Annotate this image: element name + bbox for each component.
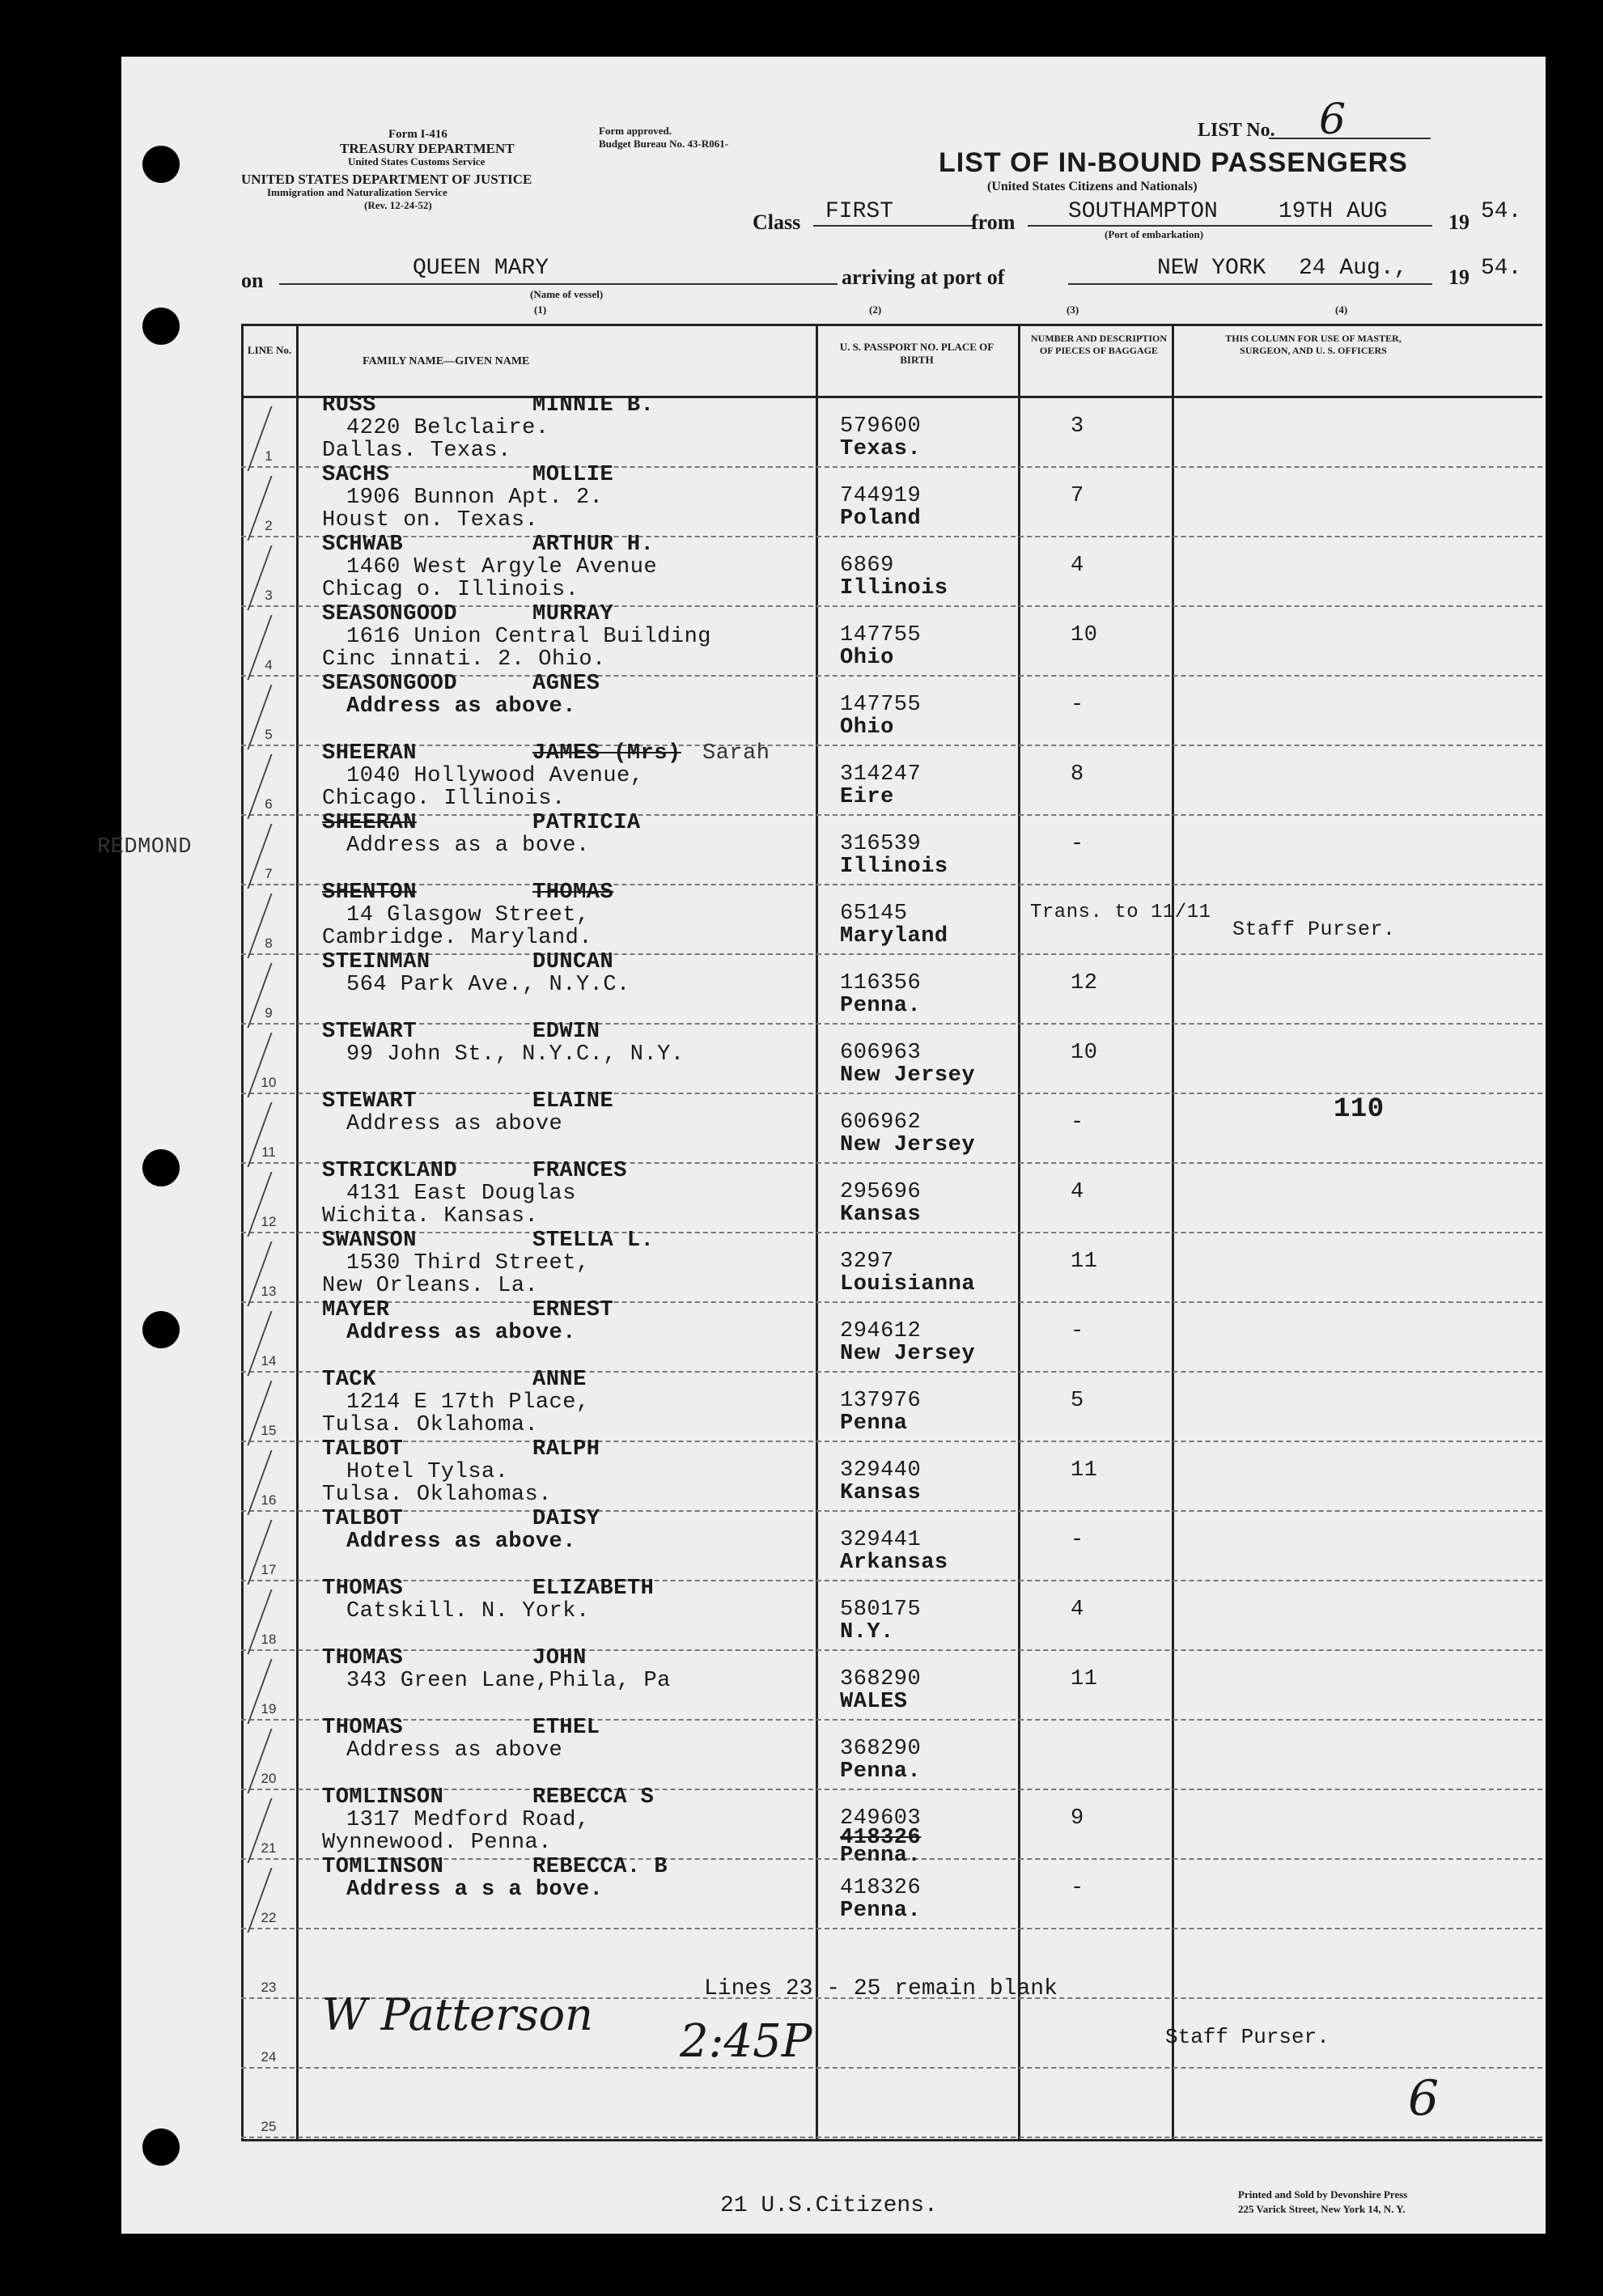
- given-name: FRANCES: [532, 1159, 627, 1183]
- revision: (Rev. 12-24-52): [364, 199, 432, 211]
- passport-number: 116356: [840, 971, 922, 995]
- line-number: 11: [261, 1144, 276, 1160]
- baggage-count: -: [1071, 693, 1084, 717]
- given-name: ETHEL: [532, 1716, 600, 1740]
- passport-number: 606962: [840, 1110, 922, 1135]
- address-line-1: 99 John St., N.Y.C., N.Y.: [346, 1042, 685, 1067]
- line-number: 14: [261, 1353, 277, 1369]
- vessel-name: QUEEN MARY: [413, 256, 549, 281]
- given-name-correction: Sarah: [702, 741, 770, 766]
- address-line-2: Dallas. Texas.: [322, 439, 511, 463]
- vessel-note: (Name of vessel): [530, 288, 604, 300]
- given-name: REBECCA. B: [532, 1855, 668, 1879]
- citizens-count: 21 U.S.Citizens.: [720, 2193, 938, 2218]
- given-name: MINNIE B.: [532, 393, 655, 418]
- from-line: [1028, 225, 1432, 227]
- header-line-no: LINE No.: [247, 344, 292, 356]
- passport-number: 579600: [840, 414, 922, 439]
- address-line-1: 564 Park Ave., N.Y.C.: [346, 973, 630, 997]
- table-row: [241, 1507, 1542, 1581]
- passport-number: 249603: [840, 1806, 922, 1831]
- passport-number: 418326: [840, 1876, 922, 1900]
- ins-service: Immigration and Naturalization Service: [267, 186, 447, 198]
- address-line-1: Address as above.: [346, 1321, 576, 1345]
- place-of-birth: N.Y.: [840, 1620, 894, 1645]
- baggage-count: 11: [1071, 1458, 1098, 1483]
- arrival-year-prefix: 19: [1448, 265, 1469, 289]
- table-row: [241, 1020, 1542, 1094]
- family-name: SHENTON: [322, 881, 417, 905]
- check-mark-icon: [247, 1729, 320, 1793]
- from-label: from: [971, 210, 1016, 234]
- line-number: 12: [261, 1214, 277, 1229]
- address-line-1: Catskill. N. York.: [346, 1599, 590, 1623]
- place-of-birth: Texas.: [840, 437, 922, 461]
- class-label: Class: [753, 210, 801, 234]
- baggage-count: 8: [1071, 762, 1084, 787]
- check-mark-icon: [247, 1520, 320, 1585]
- page-mark: 6: [1408, 2070, 1440, 2127]
- punch-hole: [142, 2128, 180, 2166]
- check-mark-icon: [247, 1589, 320, 1654]
- check-mark-icon: [247, 1241, 320, 1306]
- address-line-1: Hotel Tylsa.: [346, 1460, 509, 1484]
- family-name: SHEERAN: [322, 741, 417, 766]
- place-of-birth: Penna.: [840, 994, 922, 1018]
- customs-service: United States Customs Service: [348, 155, 486, 168]
- table-row: [241, 1855, 1542, 1929]
- handwritten-time: 2:45P: [680, 2015, 812, 2068]
- table-row: [241, 393, 1542, 468]
- baggage-count: -: [1071, 1319, 1084, 1343]
- given-name: DAISY: [532, 1507, 600, 1531]
- place-of-birth: Eire: [840, 785, 894, 809]
- place-of-birth: Louisianna: [840, 1272, 976, 1297]
- passport-number: 368290: [840, 1737, 922, 1761]
- check-mark-icon: [247, 1311, 320, 1376]
- signature-patterson: W Patterson: [322, 1989, 593, 2040]
- given-name: PATRICIA: [532, 811, 641, 835]
- passport-number: 329441: [840, 1528, 922, 1552]
- place-of-birth: Poland: [840, 507, 922, 531]
- family-name: STEWART: [322, 1089, 417, 1114]
- given-name: EDWIN: [532, 1020, 600, 1044]
- family-name: SHEERAN: [322, 811, 417, 835]
- line-number: 22: [261, 1910, 277, 1925]
- family-name-correction: REDMOND: [97, 835, 192, 859]
- baggage-count: 5: [1071, 1389, 1084, 1413]
- passport-number: 314247: [840, 762, 922, 787]
- check-mark-icon: [247, 545, 320, 610]
- page-subtitle: (United States Citizens and Nationals): [987, 180, 1198, 193]
- departure-date: 19TH AUG: [1279, 199, 1388, 224]
- table-row: [241, 1368, 1542, 1442]
- family-name: SACHS: [322, 463, 390, 487]
- line-number: 21: [261, 1840, 277, 1856]
- address-line-1: 1906 Bunnon Apt. 2.: [346, 486, 604, 510]
- address-line-2: Tulsa. Oklahomas.: [322, 1483, 552, 1507]
- place-of-birth: Illinois: [840, 576, 948, 601]
- family-name: TALBOT: [322, 1437, 404, 1462]
- place-of-birth: Illinois: [840, 855, 948, 879]
- baggage-count: 11: [1071, 1250, 1098, 1274]
- passport-number: 65145: [840, 902, 908, 926]
- check-mark-icon: [247, 1659, 320, 1724]
- place-of-birth: New Jersey: [840, 1342, 976, 1366]
- line-number: 2: [265, 518, 273, 533]
- header-name: FAMILY NAME—GIVEN NAME: [363, 355, 530, 367]
- line-number: 9: [265, 1005, 273, 1021]
- budget-bureau: Budget Bureau No. 43-R061-: [599, 138, 729, 150]
- purser-signature-label: Staff Purser.: [1165, 2025, 1329, 2049]
- given-name: MOLLIE: [532, 463, 614, 487]
- table-row: [241, 533, 1542, 607]
- col-num-4: (4): [1335, 303, 1348, 316]
- family-name: THOMAS: [322, 1716, 404, 1740]
- check-mark-icon: [247, 685, 320, 749]
- row-divider: [241, 2137, 1542, 2138]
- baggage-count: 10: [1071, 1041, 1098, 1065]
- line-number: 16: [261, 1492, 277, 1508]
- address-line-1: 14 Glasgow Street,: [346, 903, 590, 927]
- table-row: [241, 1089, 1542, 1164]
- embark-note: (Port of embarkation): [1105, 228, 1204, 240]
- family-name: TACK: [322, 1368, 376, 1392]
- justice-dept: UNITED STATES DEPARTMENT OF JUSTICE: [241, 172, 532, 187]
- address-line-1: 343 Green Lane,Phila, Pa: [346, 1669, 671, 1693]
- blank-lines-note: Lines 23 - 25 remain blank: [704, 1976, 1058, 2001]
- printer-line-2: 225 Varick Street, New York 14, N. Y.: [1238, 2203, 1406, 2215]
- given-name: THOMAS: [532, 881, 614, 905]
- family-name: STEINMAN: [322, 950, 430, 974]
- arriving-label: arriving at port of: [842, 265, 1005, 289]
- table-row: [241, 950, 1542, 1025]
- officer-note: 110: [1334, 1094, 1385, 1125]
- address-line-1: Address as a bove.: [346, 834, 590, 858]
- port-line: [1068, 283, 1432, 285]
- family-name: THOMAS: [322, 1577, 404, 1601]
- form-number: Form I-416: [388, 128, 447, 141]
- baggage-count: -: [1071, 1528, 1084, 1552]
- given-name: ELAINE: [532, 1089, 614, 1114]
- on-label: on: [241, 269, 264, 292]
- place-of-birth: New Jersey: [840, 1063, 976, 1088]
- address-line-2: Chicago. Illinois.: [322, 787, 566, 811]
- given-name: ELIZABETH: [532, 1577, 655, 1601]
- punch-hole: [142, 1149, 180, 1186]
- place-of-birth: Kansas: [840, 1481, 922, 1505]
- passenger-table: [97, 324, 1542, 2141]
- check-mark-icon: [247, 406, 320, 471]
- passport-number: 295696: [840, 1180, 922, 1204]
- given-name: ARTHUR H.: [532, 533, 655, 557]
- place-of-birth: Penna.: [840, 1899, 922, 1923]
- class-value: FIRST: [825, 199, 894, 224]
- address-line-1: 1460 West Argyle Avenue: [346, 555, 658, 579]
- check-mark-icon: [247, 963, 320, 1028]
- check-mark-icon: [247, 1868, 320, 1933]
- baggage-count: 11: [1071, 1667, 1098, 1691]
- check-mark-icon: [247, 1450, 320, 1515]
- family-name: SWANSON: [322, 1229, 417, 1253]
- given-name: STELLA L.: [532, 1229, 655, 1253]
- place-of-birth: Ohio: [840, 646, 894, 670]
- passport-number: 316539: [840, 832, 922, 856]
- check-mark-icon: [247, 476, 320, 541]
- given-name: ERNEST: [532, 1298, 614, 1322]
- table-row: [241, 2069, 1542, 2138]
- passport-number: 744919: [840, 484, 922, 508]
- place-of-birth: Arkansas: [840, 1551, 948, 1575]
- line-number: 10: [261, 1075, 277, 1090]
- year-value: 54.: [1481, 199, 1522, 224]
- address-line-2: Tulsa. Oklahoma.: [322, 1413, 539, 1437]
- line-number: 18: [261, 1632, 277, 1647]
- line-number: 19: [261, 1701, 277, 1717]
- given-name: JOHN: [532, 1646, 587, 1670]
- place-of-birth: New Jersey: [840, 1133, 976, 1157]
- line-number: 8: [265, 936, 273, 951]
- place-of-birth: Kansas: [840, 1203, 922, 1227]
- given-name: JAMES (Mrs): [532, 741, 681, 766]
- baggage-count: 7: [1071, 484, 1084, 508]
- line-number: 7: [265, 866, 273, 881]
- place-of-birth: WALES: [840, 1690, 908, 1714]
- passport-number: 580175: [840, 1598, 922, 1622]
- punch-hole: [142, 146, 180, 183]
- passport-number: 606963: [840, 1041, 922, 1065]
- arrival-date: 24 Aug.,: [1299, 256, 1408, 281]
- address-line-2: Cinc innati. 2. Ohio.: [322, 647, 606, 672]
- arrival-year: 54.: [1481, 256, 1522, 281]
- year-prefix: 19: [1448, 210, 1469, 234]
- check-mark-icon: [247, 754, 320, 819]
- family-name: SEASONGOOD: [322, 602, 458, 626]
- check-mark-icon: [247, 615, 320, 680]
- line-number: 6: [265, 796, 273, 812]
- check-mark-icon: [247, 1172, 320, 1237]
- passport-number: 329440: [840, 1458, 922, 1483]
- line-number: 4: [265, 657, 273, 673]
- treasury-dept: TREASURY DEPARTMENT: [340, 141, 515, 156]
- baggage-count: 10: [1071, 623, 1098, 647]
- address-line-1: 4220 Belclaire.: [346, 416, 549, 440]
- address-line-1: 1317 Medford Road,: [346, 1808, 590, 1832]
- address-line-1: Address as above: [346, 1738, 563, 1763]
- family-name: TOMLINSON: [322, 1785, 444, 1810]
- table-row: [241, 463, 1542, 537]
- family-name: THOMAS: [322, 1646, 404, 1670]
- check-mark-icon: [247, 1033, 320, 1097]
- family-name: SCHWAB: [322, 533, 404, 557]
- line-number: 5: [265, 727, 273, 742]
- address-line-1: Address as above.: [346, 1530, 576, 1554]
- baggage-count: 4: [1071, 1598, 1084, 1622]
- table-row: [241, 1298, 1542, 1373]
- address-line-2: Houst on. Texas.: [322, 508, 539, 533]
- table-row: [241, 1229, 1542, 1303]
- family-name: MAYER: [322, 1298, 390, 1322]
- baggage-count: 3: [1071, 414, 1084, 439]
- address-line-1: 1040 Hollywood Avenue,: [346, 764, 644, 788]
- class-line: [813, 225, 975, 227]
- place-of-birth: Penna.: [840, 1759, 922, 1784]
- line-number: 24: [261, 2049, 277, 2065]
- table-row: [241, 672, 1542, 746]
- vessel-line: [279, 283, 838, 285]
- check-mark-icon: [247, 1102, 320, 1167]
- line-number: 20: [261, 1771, 277, 1786]
- baggage-count: 4: [1071, 1180, 1084, 1204]
- place-of-birth: Penna.: [840, 1844, 922, 1868]
- place-of-birth: Ohio: [840, 715, 894, 740]
- line-number: 15: [261, 1423, 277, 1438]
- given-name: DUNCAN: [532, 950, 614, 974]
- col-num-1: (1): [534, 303, 547, 316]
- address-line-2: Chicag o. Illinois.: [322, 578, 579, 602]
- baggage-count: -: [1071, 1876, 1084, 1900]
- family-name: STEWART: [322, 1020, 417, 1044]
- header-officers: THIS COLUMN FOR USE OF MASTER, SURGEON, AND U. S. OFFICERS: [1225, 333, 1402, 356]
- line-number: 3: [265, 588, 273, 603]
- address-line-1: 4131 East Douglas: [346, 1182, 576, 1206]
- table-row: [241, 1159, 1542, 1233]
- family-name: RUSS: [322, 393, 376, 418]
- list-no-line: [1269, 138, 1431, 139]
- passport-number: 294612: [840, 1319, 922, 1343]
- line-number: 1: [265, 448, 273, 464]
- col-num-2: (2): [869, 303, 882, 316]
- place-of-birth: Penna: [840, 1411, 908, 1436]
- place-of-birth: Maryland: [840, 924, 948, 949]
- given-name: AGNES: [532, 672, 600, 696]
- baggage-count: Trans. to 11/11: [1030, 902, 1211, 923]
- address-line-1: Address a s a bove.: [346, 1878, 604, 1902]
- baggage-count: -: [1071, 1110, 1084, 1135]
- officer-note: Staff Purser.: [1232, 918, 1396, 941]
- address-line-2: Wynnewood. Penna.: [322, 1831, 552, 1855]
- arrival-port: NEW YORK: [1157, 256, 1266, 281]
- baggage-count: 12: [1071, 971, 1098, 995]
- line-number: 23: [261, 1980, 277, 1995]
- list-no-value: 6: [1319, 95, 1346, 144]
- punch-hole: [142, 308, 180, 345]
- table-row: [241, 881, 1542, 955]
- passport-number: 137976: [840, 1389, 922, 1413]
- col-num-3: (3): [1067, 303, 1079, 316]
- address-line-1: Address as above.: [346, 694, 576, 719]
- passport-number: 147755: [840, 623, 922, 647]
- address-line-1: 1530 Third Street,: [346, 1251, 590, 1275]
- passport-number: 3297: [840, 1250, 894, 1274]
- header-baggage: NUMBER AND DESCRIPTION OF PIECES OF BAGGAGE: [1030, 333, 1168, 356]
- passport-number-old: 418326: [840, 1826, 922, 1850]
- line-number: 25: [261, 2119, 277, 2134]
- family-name: TOMLINSON: [322, 1855, 444, 1879]
- check-mark-icon: [247, 893, 320, 958]
- check-mark-icon: [247, 1381, 320, 1445]
- address-line-2: New Orleans. La.: [322, 1274, 539, 1298]
- manifest-page: [97, 57, 1546, 2234]
- address-line-1: Address as above: [346, 1112, 563, 1136]
- passport-number: 6869: [840, 554, 894, 578]
- table-row: [241, 1716, 1542, 1790]
- given-name: REBECCA S: [532, 1785, 655, 1810]
- baggage-count: 4: [1071, 554, 1084, 578]
- header-passport: U. S. PASSPORT NO. PLACE OF BIRTH: [839, 341, 994, 366]
- punch-hole: [142, 1311, 180, 1348]
- check-mark-icon: [247, 1798, 320, 1863]
- given-name: ANNE: [532, 1368, 587, 1392]
- page-title: LIST OF IN-BOUND PASSENGERS: [939, 147, 1408, 178]
- baggage-count: -: [1071, 832, 1084, 856]
- passport-number: 368290: [840, 1667, 922, 1691]
- table-row: [241, 1577, 1542, 1651]
- table-row: [241, 741, 1542, 816]
- check-mark-icon: [247, 824, 320, 889]
- family-name: TALBOT: [322, 1507, 404, 1531]
- line-number: 17: [261, 1562, 277, 1577]
- address-line-1: 1616 Union Central Building: [346, 625, 711, 649]
- from-value: SOUTHAMPTON: [1068, 199, 1218, 224]
- line-number: 13: [261, 1284, 277, 1299]
- given-name: MURRAY: [532, 602, 614, 626]
- passport-number: 147755: [840, 693, 922, 717]
- list-no-label: LIST No.: [1198, 120, 1275, 141]
- address-line-2: Wichita. Kansas.: [322, 1204, 539, 1229]
- table-row: [241, 602, 1542, 677]
- family-name: STRICKLAND: [322, 1159, 458, 1183]
- family-name: SEASONGOOD: [322, 672, 458, 696]
- baggage-count: 9: [1071, 1806, 1084, 1831]
- table-row: [241, 1437, 1542, 1512]
- form-approved: Form approved.: [599, 125, 672, 137]
- given-name: RALPH: [532, 1437, 600, 1462]
- printer-line-1: Printed and Sold by Devonshire Press: [1238, 2188, 1408, 2201]
- table-row: [97, 811, 1542, 885]
- address-line-2: Cambridge. Maryland.: [322, 926, 593, 950]
- address-line-1: 1214 E 17th Place,: [346, 1390, 590, 1415]
- table-row: [241, 1646, 1542, 1721]
